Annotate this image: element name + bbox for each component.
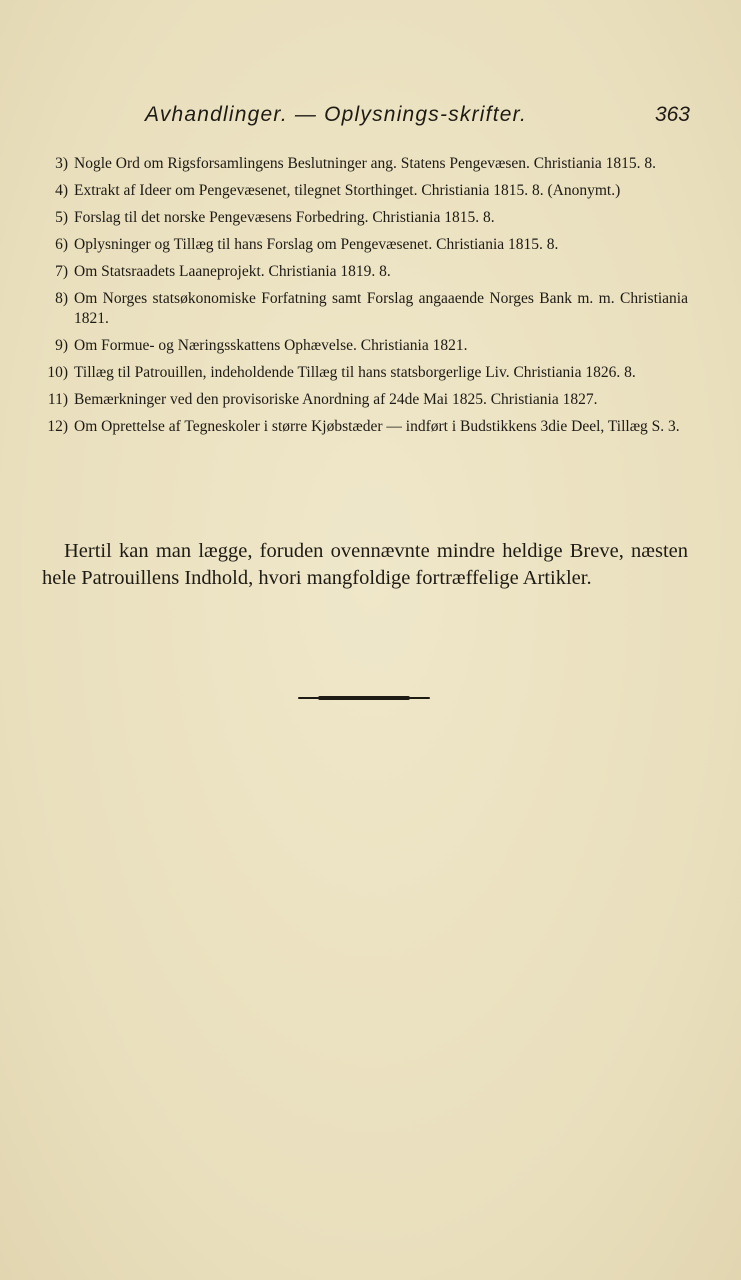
- list-item: [42, 208, 688, 228]
- publication-list: [42, 154, 688, 444]
- item-text: Forslag til det norske Pengevæsens Forbedring. Christiania 1815. 8.: [74, 209, 495, 226]
- list-item: [42, 289, 688, 329]
- page-number: 363: [654, 103, 690, 126]
- item-number: 8): [55, 290, 68, 307]
- item-number: 5): [55, 209, 68, 226]
- item-number: 6): [55, 236, 68, 253]
- item-number: 10): [47, 364, 68, 381]
- item-number: 7): [55, 263, 68, 280]
- item-number: 9): [55, 337, 68, 354]
- list-item: [42, 181, 688, 201]
- item-number: 12): [47, 418, 68, 435]
- list-item: [42, 336, 688, 356]
- item-number: 4): [55, 182, 68, 199]
- item-text: Om Statsraadets Laaneprojekt. Christiania 1819. 8.: [74, 263, 391, 280]
- list-item: [42, 235, 688, 255]
- item-text: Extrakt af Ideer om Pengevæsenet, tilegnet Storthinget. Christiania 1815. 8. (Anonymt.): [74, 182, 621, 199]
- item-text: Bemærkninger ved den provisoriske Anordning af 24de Mai 1825. Christiania 1827.: [74, 391, 598, 408]
- item-text: Om Oprettelse af Tegneskoler i større Kjøbstæder — indført i Budstikkens 3die Deel, Tillæg S. 3.: [74, 418, 680, 435]
- item-text: Om Norges statsøkonomiske Forfatning samt Forslag angaaende Norges Bank m. m. Christiania 1821.: [74, 290, 688, 327]
- list-item: [42, 262, 688, 282]
- list-item: [42, 154, 688, 174]
- item-number: 3): [55, 155, 68, 172]
- item-text: Oplysninger og Tillæg til hans Forslag om Pengevæsenet. Christiania 1815. 8.: [74, 236, 559, 253]
- item-text: Om Formue- og Næringsskattens Ophævelse. Christiania 1821.: [74, 337, 468, 354]
- list-item: [42, 363, 688, 383]
- list-item: [42, 390, 688, 410]
- item-text: Tillæg til Patrouillen, indeholdende Tillæg til hans statsborgerlige Liv. Christiania 1826. 8.: [74, 364, 636, 381]
- running-title: Avhandlinger. — Oplysnings-skrifter.: [145, 103, 528, 126]
- item-text: Nogle Ord om Rigsforsamlingens Beslutninger ang. Statens Pengevæsen. Christiania 1815. 8.: [74, 155, 657, 172]
- body-paragraph: Hertil kan man lægge, foruden ovennævnte mindre heldige Breve, næsten hele Patrouillens Indhold, hvori mangfoldige fortræffelige Artikler.: [42, 540, 688, 589]
- decorative-rule: [298, 697, 430, 699]
- page-header: [60, 103, 690, 133]
- list-item: [42, 417, 688, 437]
- item-number: 11): [47, 391, 68, 408]
